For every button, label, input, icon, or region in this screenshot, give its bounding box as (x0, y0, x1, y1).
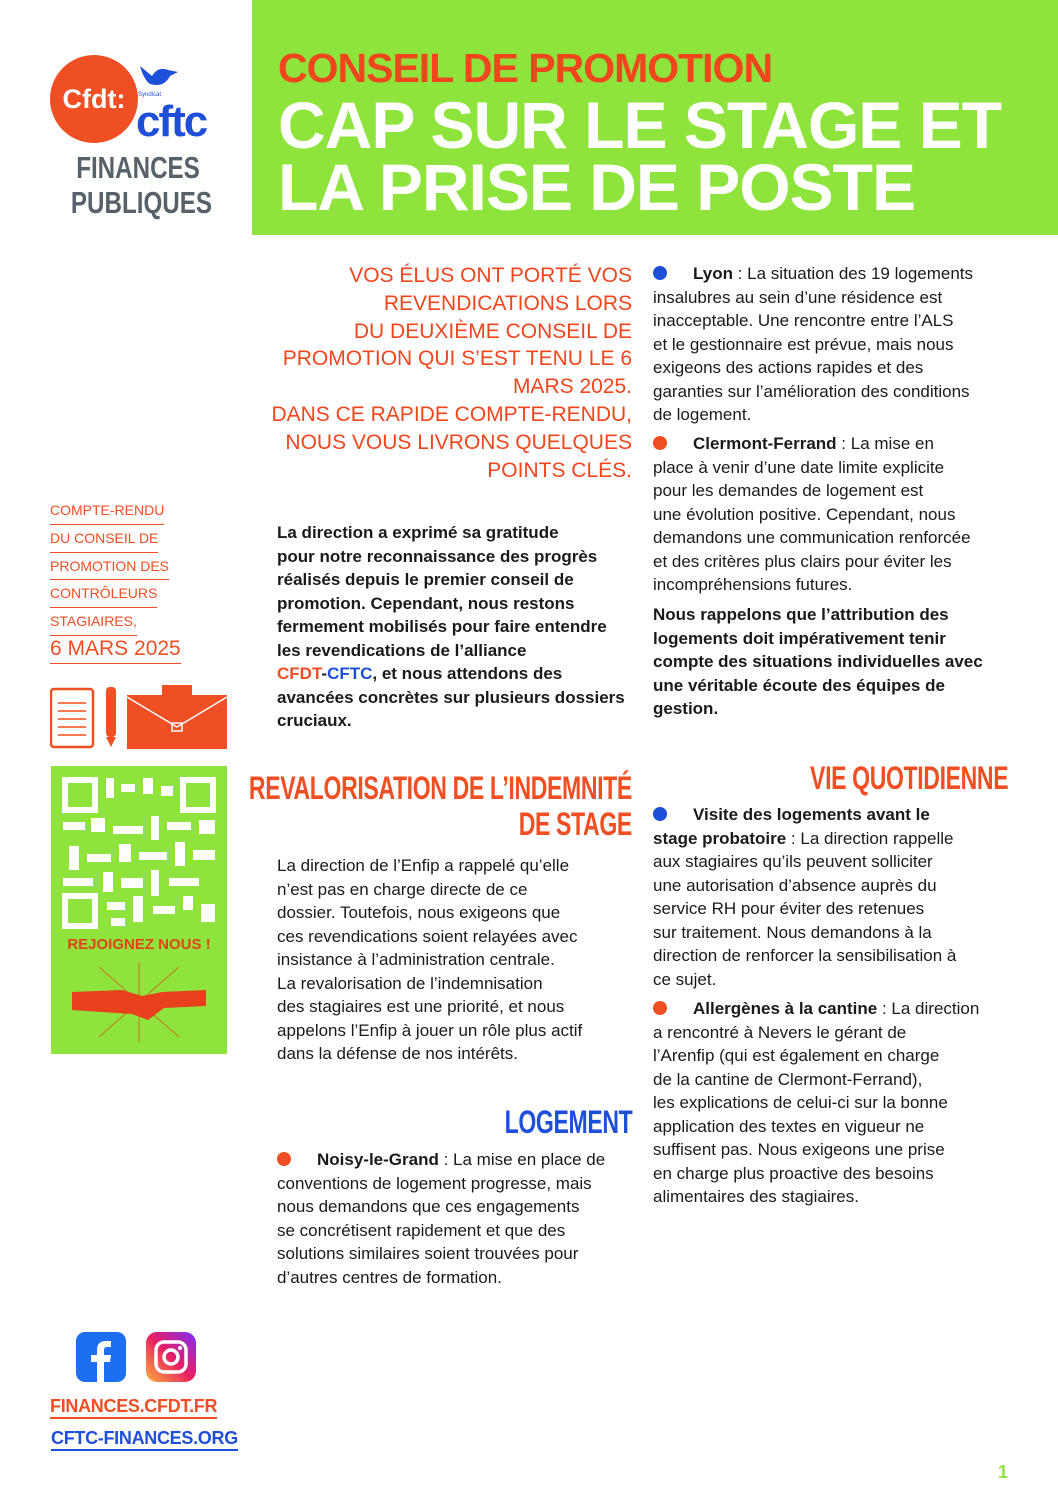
caption-line: PROMOTION DES (50, 553, 169, 581)
office-supplies-icon (50, 685, 230, 749)
caption-line: CONTRÔLEURS (50, 580, 157, 608)
instagram-icon[interactable] (146, 1332, 196, 1382)
cftc-logo: cftc (136, 97, 207, 146)
item-label: Visite des logements avant le stage probatoire (653, 805, 930, 848)
item-text: : La direction rappelle aux stagiaires qu’ils peuvent solliciter une autorisation d’absence auprès du service RH pour éviter des retenues sur traitement. Nous demandons à la direction de renforcer la sensibilisation à ce sujet. (653, 828, 957, 989)
intro-text: VOS ÉLUS ONT PORTÉ VOS REVENDICATIONS LORS DU DEUXIÈME CONSEIL DE PROMOTION QUI S’EST TENU LE 6 MARS 2025. DANS CE RAPIDE COMPTE-RENDU, NOUS VOUS LIVRONS QUELQUES POINTS CLÉS. (271, 264, 632, 482)
join-label[interactable]: REJOIGNEZ NOUS ! (67, 936, 211, 953)
section-title-logement: LOGEMENT (504, 1104, 632, 1140)
item-label: Noisy-le-Grand (317, 1150, 439, 1169)
indemnite-text: La direction de l’Enfip a rappelé qu’elle n’est pas en charge directe de ce dossier. Toutefois, nous exigeons que ces revendications soient relayées avec insistance à l’administration centrale. La revalorisation de l’indemnisation des stagiaires est une priorité, et nous appelons l’Enfip à jouer un rôle plus actif dans la défense de nos intérêts. (277, 856, 583, 1063)
caption-line: STAGIAIRES, (50, 608, 137, 636)
handshake-icon (72, 962, 206, 1042)
caption-line: COMPTE-RENDU (50, 497, 164, 525)
bullet-icon (653, 266, 667, 280)
logement-note: Nous rappelons que l’attribution des logements doit impérativement tenir compte des situations individuelles avec une véritable écoute des équipes de gestion. (653, 605, 983, 718)
facebook-icon[interactable] (76, 1332, 126, 1382)
syndicat-label: Syndicat (138, 92, 162, 98)
cfdt-name: CFDT (277, 664, 322, 683)
bullet-icon (277, 1152, 291, 1166)
kicker: CONSEIL DE PROMOTION (278, 45, 773, 91)
bullet-icon (653, 1001, 667, 1015)
cftc-name: CFTC (327, 664, 373, 683)
cftc-website-link[interactable]: CFTC-FINANCES.ORG (51, 1428, 238, 1451)
cfdt-website-link[interactable]: FINANCES.CFDT.FR (50, 1396, 217, 1419)
item-text: : La mise en place à venir d’une date limite explicite pour les demandes de logement est une évolution positive. Cependant, nous demandons une communication renforcée et des critères plus clairs pour éviter les incompréhensions futures. (653, 434, 971, 594)
lead-text: La direction a exprimé sa gratitude pour notre reconnaissance des progrès réalisés depuis le premier conseil de promotion. Cependant, nous restons fermement mobilisés pour faire entendre les revendications de l’alliance (277, 523, 607, 660)
lead-text-end: , et nous attendons des avancées concrètes sur plusieurs dossiers cruciaux. (277, 664, 625, 730)
item-text: : La situation des 19 logements insalubres au sein d’une résidence est inacceptable. Une rencontre entre l’ALS et le gestionnaire est prévue, mais nous exigeons des actions rapides et des garanties sur l’amélioration des conditions de logement. (653, 264, 974, 424)
item-label: Lyon (693, 264, 733, 283)
item-text: : La mise en place de conventions de logement progresse, mais nous demandons que ces engagements se concrétisent rapidement et que des solutions similaires soient trouvées pour d’autres centres de formation. (277, 1150, 606, 1287)
cfdt-logo: Cfdt: (50, 55, 138, 143)
item-label: Allergènes à la cantine (693, 999, 878, 1018)
dash: - (321, 664, 328, 683)
item-label: Clermont-Ferrand (693, 434, 837, 453)
list-item (653, 432, 971, 597)
org-name: FINANCES PUBLIQUES (70, 150, 212, 220)
list-item (653, 262, 973, 427)
bullet-icon (653, 807, 667, 821)
caption-date: 6 MARS 2025 (50, 636, 181, 664)
dove-icon (138, 62, 180, 92)
list-item (277, 1148, 605, 1289)
page-number: 1 (998, 1462, 1009, 1482)
bullet-icon (653, 436, 667, 450)
section-title-indemnite: REVALORISATION DE L’INDEMNITÉ DE STAGE (249, 770, 632, 842)
lead-paragraph (277, 521, 625, 733)
page-title: CAP SUR LE STAGE ET LA PRISE DE POSTE (278, 88, 1001, 224)
report-caption (50, 497, 181, 665)
list-item (653, 997, 979, 1209)
section-title-vie: VIE QUOTIDIENNE (809, 760, 1008, 796)
list-item (653, 803, 956, 991)
qr-code[interactable] (51, 766, 227, 936)
item-text: : La direction a rencontré à Nevers le gérant de l’Arenfip (qui est également en charge de la cantine de Clermont-Ferrand), les explications de celui-ci sur la bonne application des textes en vigueur ne suffisent pas. Nous exigeons une prise en charge plus proactive des besoins alimentaires des stagiaires. (653, 999, 980, 1206)
caption-line: DU CONSEIL DE (50, 525, 158, 553)
